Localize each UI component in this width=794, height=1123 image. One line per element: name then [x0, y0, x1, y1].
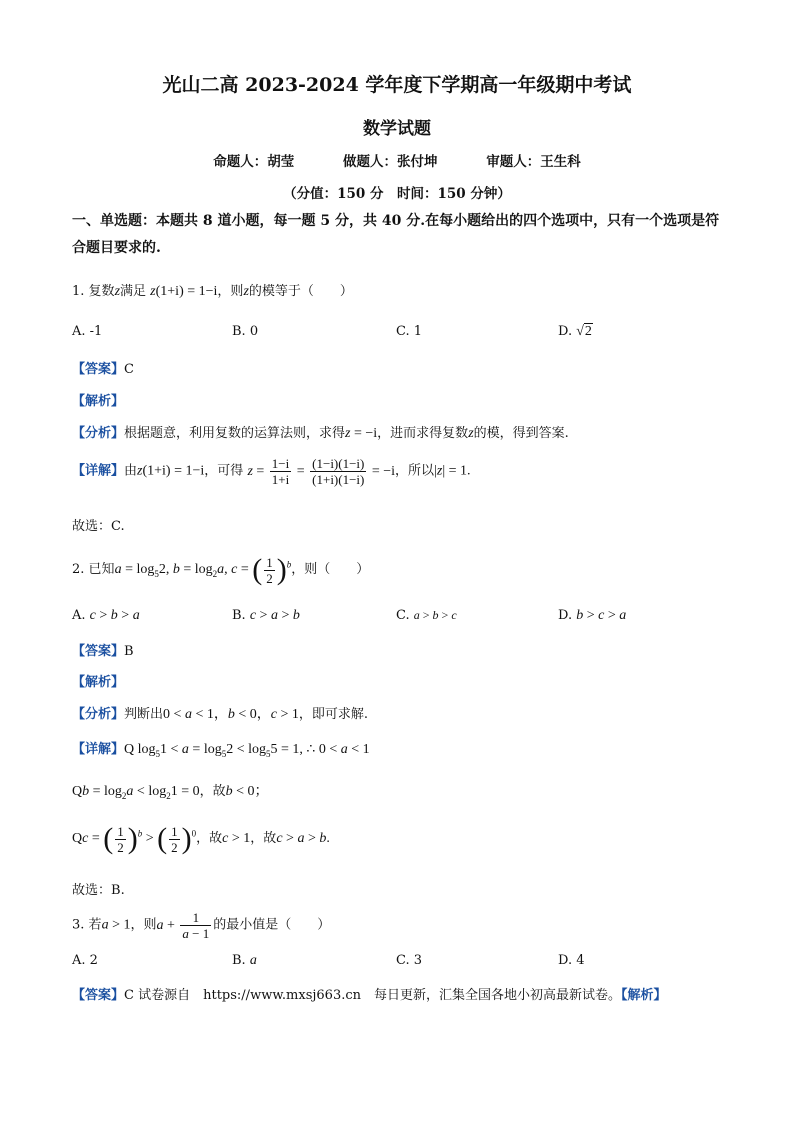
- answer-value: C: [124, 362, 134, 377]
- analysis-tag: [72, 671, 124, 690]
- option-d: D. 4: [558, 953, 585, 968]
- text: 由: [124, 463, 138, 479]
- question-text: ，则（ ）: [291, 562, 370, 578]
- question-text: 的最小值是（ ）: [213, 917, 331, 933]
- question-text: 若: [88, 917, 102, 933]
- option-label: B.: [232, 953, 246, 968]
- answer-tag: 【答案】: [72, 362, 125, 377]
- math: $Qb = \log_2a < \log_21 = 0$: [72, 784, 200, 801]
- detail-line-3: [72, 822, 330, 856]
- choose-value: C.: [111, 519, 125, 534]
- question-1: [72, 280, 353, 300]
- question-text: ，则: [130, 917, 157, 933]
- question-number: 1.: [72, 284, 85, 299]
- text: 的模，得到答案.: [473, 426, 569, 441]
- detail-line-2: [72, 780, 269, 801]
- math-z: z: [243, 284, 249, 299]
- math: c > b > a: [89, 608, 140, 623]
- answer-line: [72, 984, 667, 1003]
- answer-line: [72, 640, 134, 659]
- math: z(1+i) = 1−i: [137, 463, 205, 479]
- fenxi-line: [72, 422, 569, 442]
- choose-prefix: 故选：: [72, 883, 112, 898]
- math: c > a > b: [249, 608, 300, 623]
- math: a > b > c: [413, 608, 457, 622]
- text: 根据题意，利用复数的运算法则，求得: [124, 426, 346, 441]
- source-watermark: 试卷源自 https://www.mxsj663.cn 每日更新，汇集全国各地小初高最新试卷。: [138, 988, 621, 1003]
- question-text: 满足: [120, 284, 147, 299]
- author-reviewer: 审题人：王生科: [486, 154, 581, 170]
- math: b < 0；: [225, 784, 269, 799]
- question-text: 已知: [88, 562, 115, 578]
- exam-title: 光山二高 2023-2024 学年度下学期高一年级期中考试: [162, 74, 632, 96]
- math: z = −i: [345, 426, 378, 441]
- author-proposer: 命题人：胡莹: [213, 154, 295, 170]
- question-number: 3.: [72, 917, 85, 933]
- text: ，进而求得复数: [377, 426, 469, 441]
- authors-line: [0, 150, 794, 170]
- fenxi-tag: 【分析】: [72, 707, 125, 722]
- detail-line: [72, 738, 370, 759]
- math: c > 1: [222, 831, 251, 847]
- detail-line: [72, 456, 471, 487]
- math-definitions: $a = \log_52$, $b = \log_2a$, c = ( $\frac{1}{2}$ )$^b$: [114, 553, 292, 586]
- option-b: [232, 608, 300, 624]
- score-time: （分值：150 分 时间：150 分钟）: [283, 186, 511, 202]
- text: ，所以: [395, 463, 435, 479]
- option-b: B. 0: [232, 324, 259, 339]
- detail-tag: 【详解】: [72, 463, 125, 479]
- choose-prefix: 故选：: [72, 519, 112, 534]
- option-b: [232, 953, 257, 969]
- option-c: C. 3: [396, 953, 423, 968]
- answer-tag: 【答案】: [72, 988, 125, 1003]
- question-number: 2.: [72, 562, 85, 578]
- math: 0 < a < 1，b < 0，c > 1: [163, 707, 299, 722]
- text: ，即可求解.: [298, 707, 369, 722]
- question-3: [72, 910, 330, 941]
- text: ，故: [196, 831, 223, 847]
- choose-line: [72, 879, 125, 898]
- option-label: C.: [396, 608, 410, 623]
- option-c: [396, 608, 457, 623]
- math: b > c > a: [576, 608, 627, 623]
- math-a: a: [249, 953, 257, 968]
- answer-line: [72, 358, 134, 377]
- question-2: [72, 553, 369, 587]
- choose-line: [72, 515, 125, 534]
- math: a + $\frac{1}{a - 1}$: [156, 910, 210, 941]
- text: 判断出: [124, 707, 164, 722]
- exam-subtitle: 数学试题: [363, 119, 431, 139]
- answer-value: B: [124, 644, 134, 659]
- text: ，故: [199, 784, 226, 799]
- author-solver: 做题人：张付坤: [343, 154, 438, 170]
- option-a: A. 2: [72, 953, 98, 968]
- math: |z| = 1.: [434, 463, 471, 479]
- math: a > 1: [101, 917, 131, 933]
- option-d: [558, 324, 593, 340]
- analysis-label: 【解析】: [72, 394, 125, 409]
- detail-tag: 【详解】: [72, 742, 125, 757]
- option-label: D.: [558, 608, 573, 623]
- math: Q $\log_51 < a = \log_52 < \log_55 = 1$, ∴ 0 < a < 1: [124, 742, 370, 759]
- choose-value: B.: [111, 883, 125, 898]
- analysis-tag: [72, 390, 124, 409]
- text: ，可得: [204, 463, 244, 479]
- math: Qc = ( $\frac{1}{2}$ )$^b$ > ( $\frac{1}{2}$ )$^0$: [72, 822, 197, 855]
- math-z: z: [114, 284, 121, 299]
- math-derivation: z = $\frac{1-i}{1+i}$ = $\frac{(1-i)(1-i)}{(1+i)(1-i)}$ = −i: [247, 456, 396, 487]
- option-label: D.: [558, 324, 573, 339]
- analysis-tag: 【解析】: [621, 988, 667, 1003]
- math-equation: z(1+i) = 1−i: [150, 284, 218, 299]
- analysis-label: 【解析】: [72, 675, 125, 690]
- option-label: A.: [72, 608, 86, 623]
- fenxi-line: [72, 703, 368, 723]
- text: ，故: [250, 831, 277, 847]
- question-text: 复数: [88, 284, 115, 299]
- fenxi-tag: 【分析】: [72, 426, 125, 441]
- option-a: [72, 608, 140, 624]
- option-label: B.: [232, 608, 246, 623]
- math-z: z: [468, 426, 474, 441]
- math: c > a > b.: [276, 831, 330, 847]
- answer-value: C: [124, 988, 134, 1003]
- option-a: A. -1: [72, 324, 103, 339]
- option-d: [558, 608, 626, 624]
- question-text: ，则: [217, 284, 244, 299]
- math-sqrt2: √2: [576, 324, 592, 339]
- question-text: 的模等于（ ）: [248, 284, 353, 299]
- section-heading: 一、单选题：本题共 8 道小题，每一题 5 分，共 40 分.在每小题给出的四个选项中，只有一个选项是符合题目要求的.: [72, 213, 720, 256]
- option-c: C. 1: [396, 324, 423, 339]
- answer-tag: 【答案】: [72, 644, 125, 659]
